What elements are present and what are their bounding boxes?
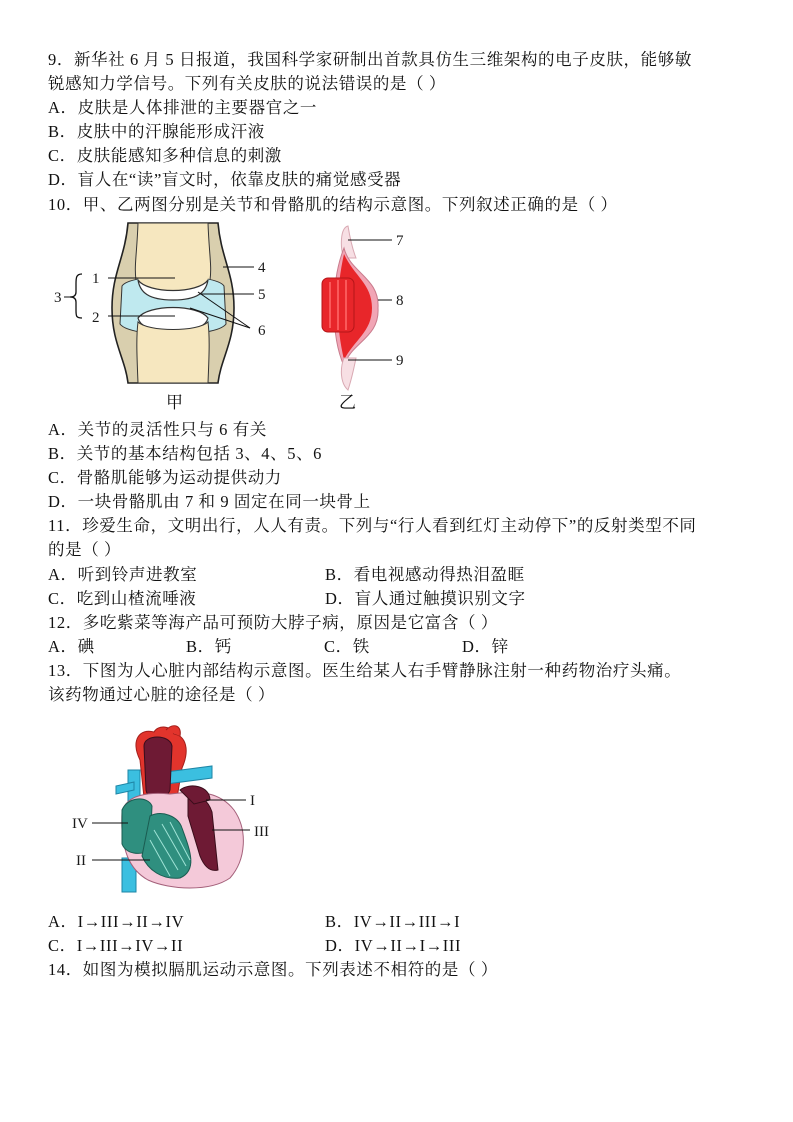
q10-option-d: D．一块骨骼肌由 7 和 9 固定在同一块骨上 <box>48 492 371 511</box>
heart-diagram <box>70 720 280 900</box>
joint-label-5: 5 <box>258 287 266 303</box>
q9-stem-line2: 锐感知力学信号。下列有关皮肤的说法错误的是（ ） <box>48 74 447 93</box>
q12-option-b: B．钙 <box>186 637 232 656</box>
heart-label-I: I <box>250 793 255 809</box>
joint-label-6: 6 <box>258 323 266 339</box>
joint-diagram <box>40 218 290 413</box>
q11-option-b: B．看电视感动得热泪盈眶 <box>325 565 525 584</box>
q12-stem: 12．多吃紫菜等海产品可预防大脖子病，原因是它富含（ ） <box>48 613 498 632</box>
q13-option-c: C．I→III→IV→II <box>48 936 184 955</box>
pulmonary-trunk <box>144 737 172 799</box>
q11-stem-line2: 的是（ ） <box>48 540 122 559</box>
q9-option-d: D．盲人在“读”盲文时，依靠皮肤的痛觉感受器 <box>48 170 402 189</box>
muscle-label-7: 7 <box>396 233 404 249</box>
lower-bone <box>137 322 209 383</box>
q9-stem-line1: 9．新华社 6 月 5 日报道，我国科学家研制出首款具仿生三维架构的电子皮肤，能够敏 <box>48 50 692 69</box>
caption-yi: 乙 <box>339 393 356 413</box>
q13-stem-line1: 13．下图为人心脏内部结构示意图。医生给某人右手臂静脉注射一种药物治疗头痛。 <box>48 661 682 680</box>
heart-label-II: II <box>76 853 86 869</box>
q11-stem-line1: 11．珍爱生命，文明出行，人人有责。下列与“行人看到红灯主动停下”的反射类型不同 <box>48 516 697 535</box>
q9-option-c: C．皮肤能感知多种信息的刺激 <box>48 146 282 165</box>
q10-option-a: A．关节的灵活性只与 6 有关 <box>48 420 267 439</box>
muscle-label-8: 8 <box>396 293 404 309</box>
q9-option-a: A．皮肤是人体排泄的主要器官之一 <box>48 98 318 117</box>
q11-option-a: A．听到铃声进教室 <box>48 565 198 584</box>
caption-jia: 甲 <box>166 393 183 413</box>
q13-option-d: D．IV→II→I→III <box>325 936 462 955</box>
heart-label-IV: IV <box>72 816 88 832</box>
q14-stem: 14．如图为模拟膈肌运动示意图。下列表述不相符的是（ ） <box>48 960 498 979</box>
joint-label-4: 4 <box>258 260 266 276</box>
q9-option-b: B．皮肤中的汗腺能形成汗液 <box>48 122 265 141</box>
q10-stem: 10．甲、乙两图分别是关节和骨骼肌的结构示意图。下列叙述正确的是（ ） <box>48 195 618 214</box>
q11-option-d: D．盲人通过触摸识别文字 <box>325 589 526 608</box>
brace-3 <box>70 274 82 318</box>
q13-option-b: B．IV→II→III→I <box>325 912 461 931</box>
q13-stem-line2: 该药物通过心脏的途径是（ ） <box>48 685 276 704</box>
heart-label-III: III <box>254 824 269 840</box>
q10-option-c: C．骨骼肌能够为运动提供动力 <box>48 468 282 487</box>
joint-label-1: 1 <box>92 271 100 287</box>
q13-option-a: A．I→III→II→IV <box>48 912 185 931</box>
q12-option-a: A．碘 <box>48 637 95 656</box>
muscle-diagram <box>310 218 420 413</box>
q12-option-d: D．锌 <box>462 637 509 656</box>
q12-option-c: C．铁 <box>324 637 370 656</box>
q11-option-c: C．吃到山楂流唾液 <box>48 589 197 608</box>
joint-label-2: 2 <box>92 310 100 326</box>
muscle-label-9: 9 <box>396 353 404 369</box>
q10-option-b: B．关节的基本结构包括 3、4、5、6 <box>48 444 323 463</box>
joint-label-3: 3 <box>54 290 62 306</box>
